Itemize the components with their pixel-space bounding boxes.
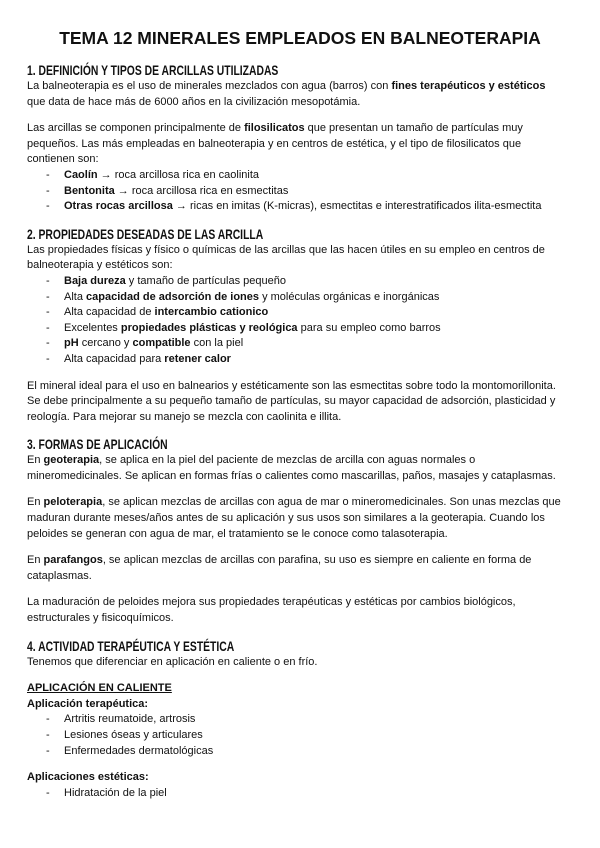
text-line [27, 394, 573, 410]
dash-bullet-icon: - [46, 713, 50, 726]
document-body [27, 61, 573, 801]
text-run: Alta capacidad de [64, 306, 155, 319]
text-run: Lesiones óseas y articulares [64, 729, 203, 741]
text-run: → ricas en imitas (K-micras), esmectitas e interestratificados ilita-esmectita [172, 200, 542, 213]
text-run: Hidratación de la piel [64, 786, 167, 799]
list-item [27, 274, 573, 290]
text-run: , se aplican mezclas de arcillas con agua de mar o mineromedicinales. Son unas mezclas que [102, 496, 561, 509]
text-run: que presentan un tamaño de partículas muy [304, 122, 523, 135]
text-line [27, 258, 573, 274]
bold-text: propiedades plásticas y reológica [120, 321, 298, 334]
dash-bullet-icon: - [46, 744, 50, 757]
text-run: Artritis reumatoide, artrosis [64, 713, 196, 726]
paragraph-spacer [27, 670, 573, 681]
bold-text: retener calor [164, 352, 231, 365]
text-run: y tamaño de partículas pequeño [125, 274, 286, 287]
text-run: Enfermedades dermatológicas [64, 744, 214, 757]
text-line [27, 469, 573, 485]
text-run: contienen son: [27, 153, 99, 166]
dash-bullet-icon: - [46, 290, 50, 303]
section-heading: 2. PROPIEDADES DESEADAS DE LAS ARCILLA [27, 225, 264, 242]
text-line [27, 511, 573, 527]
bold-text: compatible [132, 337, 191, 350]
dash-bullet-icon: - [46, 200, 50, 213]
paragraph [27, 453, 573, 484]
text-run: El mineral ideal para el uso en balnearios y estéticamente son las esmectitas sobre todo la montomorillonita. [27, 379, 556, 392]
paragraph [27, 495, 573, 542]
text-line [27, 79, 573, 95]
list-item [27, 321, 573, 337]
text-line [27, 243, 573, 259]
bold-text: peloterapia [43, 496, 103, 509]
text-run: En [27, 554, 44, 567]
dash-bullet-icon: - [46, 786, 50, 799]
list-item [27, 352, 573, 368]
bullet-list [27, 168, 573, 215]
text-run: Alta capacidad para [64, 352, 165, 365]
bold-text: Baja dureza [64, 274, 126, 287]
text-run: Las arcillas se componen principalmente de [27, 122, 245, 135]
paragraph [27, 79, 573, 110]
text-run: con la piel [190, 337, 244, 350]
section-heading: 3. FORMAS DE APLICACIÓN [27, 436, 168, 453]
text-line [27, 595, 573, 611]
bullet-list [27, 712, 573, 759]
bold-text: Bentonita [64, 184, 115, 197]
text-line [27, 152, 573, 168]
text-run: cataplasmas. [27, 569, 92, 582]
bold-subheading: Aplicación terapéutica: [27, 697, 149, 710]
paragraph-spacer [27, 759, 573, 770]
bold-text: Otras rocas arcillosa [64, 200, 173, 213]
document-title: TEMA 12 MINERALES EMPLEADOS EN BALNEOTERAPIA [59, 28, 541, 48]
text-run: , se aplica en la piel del paciente de mezclas de arcilla con aguas normales o [99, 454, 476, 467]
paragraph [27, 379, 573, 426]
bullet-list [27, 274, 573, 368]
text-line [27, 553, 573, 569]
dash-bullet-icon: - [46, 274, 50, 287]
text-run: pequeños. Las más empleadas en balneoterapia y en centros de estética, y el tipo de filosilicatos que [27, 137, 522, 150]
bold-text: intercambio cationico [154, 306, 269, 319]
text-run: estructurales y fisicoquímicos. [27, 612, 174, 625]
text-line [27, 453, 573, 469]
text-run: cercano y [78, 337, 133, 350]
dash-bullet-icon: - [46, 352, 50, 365]
text-line [27, 495, 573, 511]
text-line [27, 410, 573, 426]
list-item [27, 336, 573, 352]
paragraph [27, 121, 573, 168]
paragraph [27, 655, 573, 671]
list-item [27, 744, 573, 760]
text-line [27, 379, 573, 395]
text-line [27, 95, 573, 111]
text-run: balneoterapia y estéticos son: [27, 259, 173, 272]
text-run: La maduración de peloides mejora sus propiedades terapéuticas y estéticas por cambios biológicos, [27, 596, 516, 609]
bold-text: fines terapéuticos y estéticos [391, 80, 546, 92]
dash-bullet-icon: - [46, 729, 50, 741]
bold-text: parafangos [43, 554, 103, 567]
list-item [27, 168, 573, 184]
paragraph-spacer [27, 484, 573, 495]
paragraph-spacer [27, 368, 573, 379]
paragraph-spacer [27, 542, 573, 553]
text-run: para su empleo como barros [297, 321, 441, 334]
text-run: peloides se generan con agua de mar, el tratamiento se le conoce como talasoterapia. [27, 527, 448, 540]
dash-bullet-icon: - [46, 321, 50, 334]
dash-bullet-icon: - [46, 306, 50, 319]
text-run: , se aplican mezclas de arcillas con parafina, su uso es siempre en caliente en forma de [102, 554, 532, 567]
text-line [27, 121, 573, 137]
paragraph [27, 243, 573, 274]
text-run: → roca arcillosa rica en esmectitas [114, 184, 289, 197]
text-run: Alta [64, 290, 87, 303]
paragraph-spacer [27, 584, 573, 595]
text-run: maduran durante meses/años antes de su aplicación y sus usos son similares a la geoterapia. Cuando los [27, 512, 545, 525]
text-line [27, 137, 573, 153]
subheading [27, 681, 573, 697]
text-run: Las propiedades físicas y físico o químicas de las arcillas que las hacen útiles en su empleo en centros de [27, 243, 545, 256]
text-run: → roca arcillosa rica en caolinita [97, 168, 260, 181]
bold-text: geoterapia [43, 454, 100, 467]
section-heading: 4. ACTIVIDAD TERAPÉUTICA Y ESTÉTICA [27, 637, 235, 654]
text-line [27, 527, 573, 543]
text-run: En [27, 496, 44, 509]
text-run: mineromedicinales. Se aplican en formas frías o calientes como mascarillas, paños, masajes y cataplasmas. [27, 469, 556, 482]
paragraph [27, 553, 573, 584]
dash-bullet-icon: - [46, 168, 50, 181]
bold-text: filosilicatos [244, 122, 305, 135]
list-item [27, 728, 573, 744]
text-run: y moléculas orgánicas e inorgánicas [259, 290, 440, 303]
text-line [27, 569, 573, 585]
text-run: Excelentes [64, 321, 121, 334]
bold-text: capacidad de adsorción de iones [86, 290, 260, 303]
text-run: La balneoterapia es el uso de minerales mezclados con agua (barros) con [27, 80, 392, 92]
list-item [27, 199, 573, 215]
dash-bullet-icon: - [46, 337, 50, 350]
text-run: Tenemos que diferenciar en aplicación en caliente o en frío. [27, 655, 318, 668]
bold-text: Caolín [64, 168, 98, 181]
text-run: Se debe principalmente a su pequeño tamaño de partículas, su mayor capacidad de adsorción, plasticidad y [27, 395, 556, 408]
text-run: que data de hace más de 6000 años en la civilización mesopotámia. [27, 95, 361, 108]
list-item [27, 305, 573, 321]
list-item [27, 290, 573, 306]
dash-bullet-icon: - [46, 184, 50, 197]
text-line [27, 611, 573, 627]
section-heading: 1. DEFINICIÓN Y TIPOS DE ARCILLAS UTILIZADAS [27, 62, 279, 78]
bold-subheading: Aplicaciones estéticas: [27, 771, 149, 784]
list-item [27, 712, 573, 728]
paragraph [27, 595, 573, 626]
text-run: En [27, 454, 44, 467]
bold-text: pH [64, 337, 79, 350]
bullet-list [27, 786, 573, 802]
text-line [27, 655, 573, 671]
list-item [27, 786, 573, 802]
text-run: reología. Para mejorar su manejo se mezcla con caolinita e illita. [27, 410, 342, 423]
paragraph-spacer [27, 110, 573, 121]
list-item [27, 184, 573, 200]
underlined-subheading: APLICACIÓN EN CALIENTE [27, 682, 172, 695]
